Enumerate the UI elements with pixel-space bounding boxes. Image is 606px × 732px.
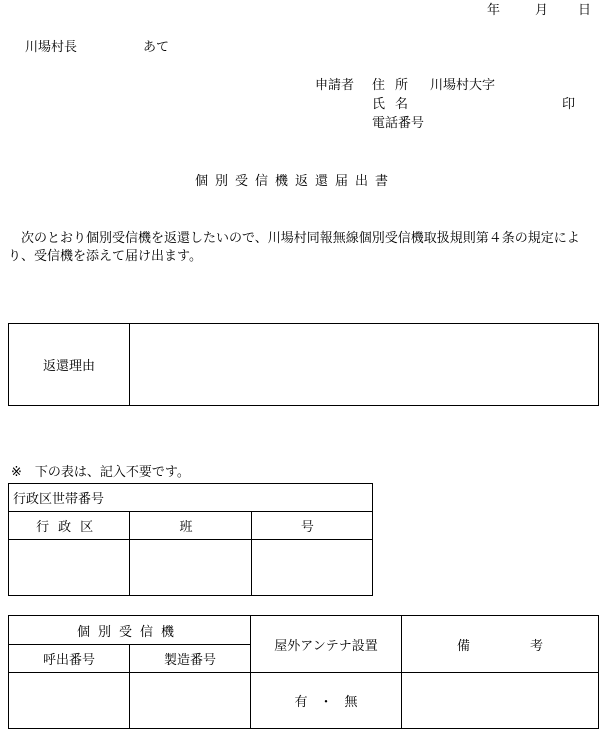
date-day-label: 日 [578, 3, 592, 18]
addressee-suffix: あて [143, 40, 170, 55]
household-number-table [8, 483, 373, 596]
receiver-group-header: 個別受信機 [9, 616, 251, 645]
seal-mark: 印 [562, 97, 576, 112]
date-year-label: 年 [487, 3, 501, 18]
number-cell[interactable] [251, 540, 372, 596]
household-caption: 行政区世帯番号 [9, 484, 373, 512]
name-label: 氏名 [372, 97, 419, 112]
addressee-name: 川場村長 [25, 40, 78, 55]
remarks-cell[interactable] [402, 673, 599, 729]
district-cell[interactable] [9, 540, 130, 596]
antenna-no[interactable]: 無 [344, 695, 358, 710]
address-label: 住所 [372, 78, 419, 93]
phone-label: 電話番号 [372, 116, 425, 131]
return-reason-table [8, 323, 599, 406]
applicant-label: 申請者 [315, 78, 355, 93]
remarks-header: 備 考 [402, 616, 599, 673]
date-month-label: 月 [535, 3, 549, 18]
group-header: 班 [130, 512, 251, 540]
address-value: 川場村大字 [430, 78, 496, 93]
document-title: 個別受信機返還届出書 [195, 174, 396, 189]
serial-number-cell[interactable] [130, 673, 251, 729]
body-paragraph: 次のとおり個別受信機を返還したいので、川場村同報無線個別受信機取扱規則第４条の規定により、受信機を添えて届け出ます。 [8, 231, 580, 264]
district-header: 行政区 [9, 512, 130, 540]
return-reason-label: 返還理由 [9, 324, 130, 406]
antenna-cell[interactable]: 有 ・ 無 [251, 673, 402, 729]
note-text: ※ 下の表は、記入不要です。 [11, 465, 190, 480]
serial-number-header: 製造番号 [130, 645, 251, 673]
call-number-header: 呼出番号 [9, 645, 130, 673]
number-header: 号 [251, 512, 372, 540]
group-cell[interactable] [130, 540, 251, 596]
antenna-header: 屋外アンテナ設置 [251, 616, 402, 673]
return-reason-field[interactable] [130, 324, 599, 406]
receiver-table [8, 615, 599, 729]
call-number-cell[interactable] [9, 673, 130, 729]
antenna-yes[interactable]: 有 [294, 695, 308, 710]
